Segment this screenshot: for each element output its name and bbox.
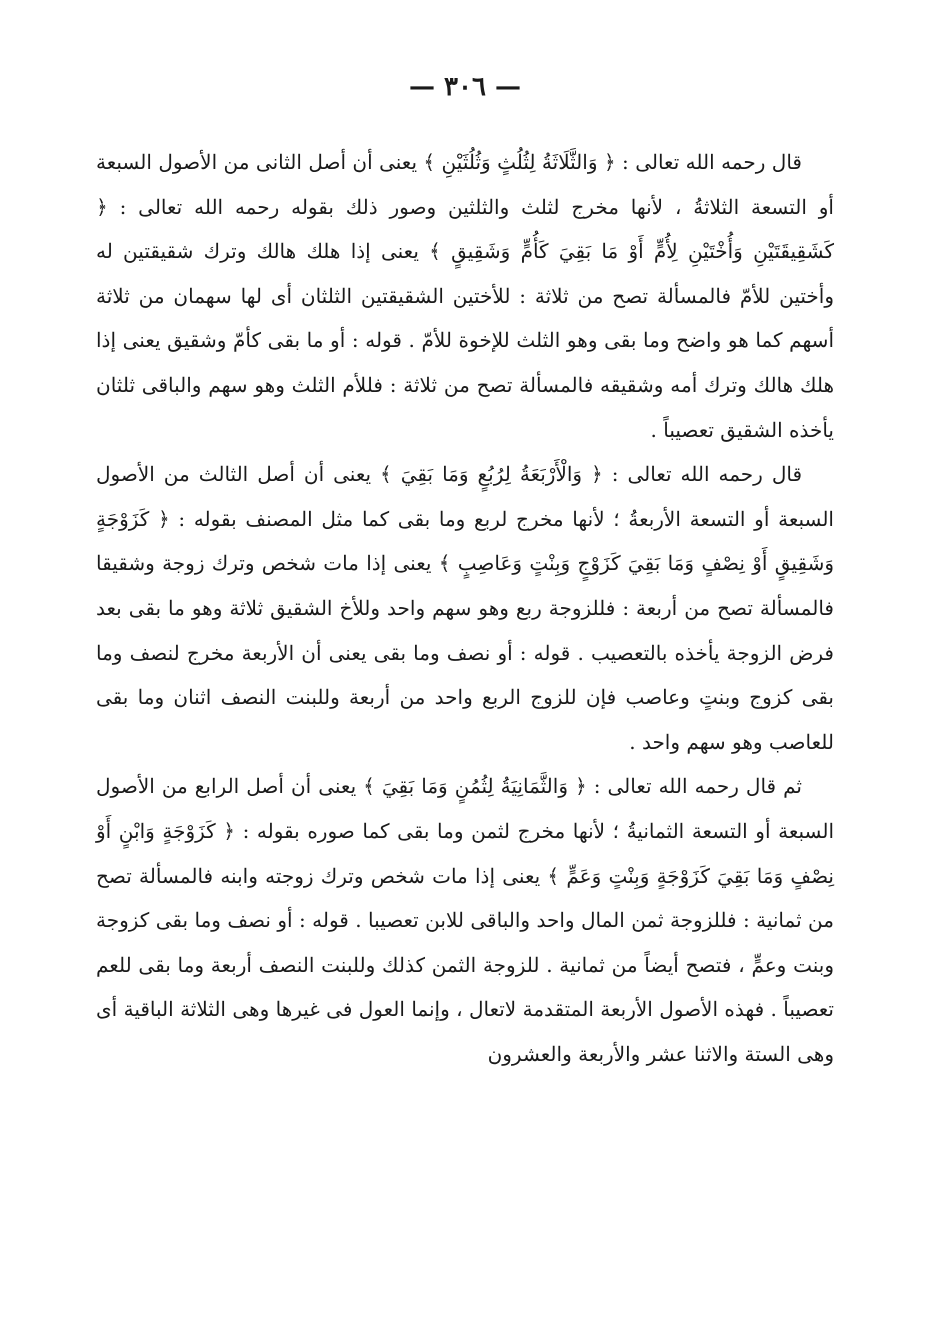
paragraph-2 [96, 452, 834, 764]
paragraph-3-text: ثم قال رحمه الله تعالى : ﴿ وَالثَّمَانِيَةُ لِثُمُنٍ وَمَا بَقِيَ ﴾ يعنى أن أصل الرابع من الأصول السبعة أو التسعة الثمانيةُ ؛ لأنها مخرج لثمن وما بقى كما صوره بقوله : ﴿ كَزَوْجَةٍ وَابْنٍ أَوْ نِصْفٍ وَمَا بَقِيَ كَزَوْجَةٍ وَبِنْتٍ وَعَمٍّ ﴾ يعنى إذا مات شخص وترك زوجته وابنه فالمسألة تصح من ثمانية : فللزوجة ثمن المال واحد والباقى للابن تعصيبا . قوله : أو نصف وما بقى كزوجة وبنت وعمٍّ ، فتصح أيضاً من ثمانية . للزوجة الثمن كذلك وللبنت النصف أربعة وما بقى للعم تعصيباً . فهذه الأصول الأربعة المتقدمة لاتعال ، وإنما العول فى غيرها وهى الثلاثة الباقية أى وهى الستة والاثنا عشر والأربعة والعشرون [96, 774, 834, 1066]
paragraph-1-text: قال رحمه الله تعالى : ﴿ وَالثَّلَاثَةُ لِثُلُثٍ وَثُلُثَيْنِ ﴾ يعنى أن أصل الثانى من الأصول السبعة أو التسعة الثلاثةُ ، لأنها مخرج لثلث والثلثين وصور ذلك بقوله رحمه الله تعالى : ﴿ كَشَقِيقَتَيْنِ وَأُخْتَيْنِ لِأُمٍّ أَوْ مَا بَقِيَ كَأُمٍّ وَشَقِيقٍ ﴾ يعنى إذا هلك هالك وترك شقيقتين له وأختين للأمّ فالمسألة تصح من ثلاثة : للأختين الشقيقتين الثلثان أى لها سهمان من ثلاثة أسهم كما هو واضح وما بقى وهو الثلث للإخوة للأمّ . قوله : أو ما بقى كأمّ وشقيق يعنى إذا هلك هالك وترك أمه وشقيقه فالمسألة تصح من ثلاثة : فللأم الثلث وهو سهم والباقى ثلثان يأخذه الشقيق تعصيباً . [96, 150, 834, 442]
page-number: — ٣٠٦ — [408, 72, 522, 102]
paragraph-2-text: قال رحمه الله تعالى : ﴿ وَالْأَرْبَعَةُ لِرُبُعٍ وَمَا بَقِيَ ﴾ يعنى أن أصل الثالث من الأصول السبعة أو التسعة الأربعةُ ؛ لأنها مخرج لربع وما بقى كما مثل المصنف بقوله : ﴿ كَزَوْجَةٍ وَشَقِيقٍ أَوْ نِصْفٍ وَمَا بَقِيَ كَزَوْجٍ وَبِنْتٍ وَعَاصِبٍ ﴾ يعنى إذا مات شخص وترك زوجة وشقيقا فالمسألة تصح من أربعة : فللزوجة ربع وهو سهم واحد وللأخ الشقيق ثلاثة وهو ما بقى بعد فرض الزوجة يأخذه بالتعصيب . قوله : أو نصف وما بقى يعنى أن الأربعة مخرج لنصف وما بقى كزوج وبنتٍ وعاصب فإن للزوج الربع واحد من أربعة وللبنت النصف اثنان وما بقى للعاصب وهو سهم واحد . [96, 462, 834, 754]
paragraph-3 [96, 764, 834, 1076]
page-body [96, 140, 834, 1076]
paragraph-1 [96, 140, 834, 452]
